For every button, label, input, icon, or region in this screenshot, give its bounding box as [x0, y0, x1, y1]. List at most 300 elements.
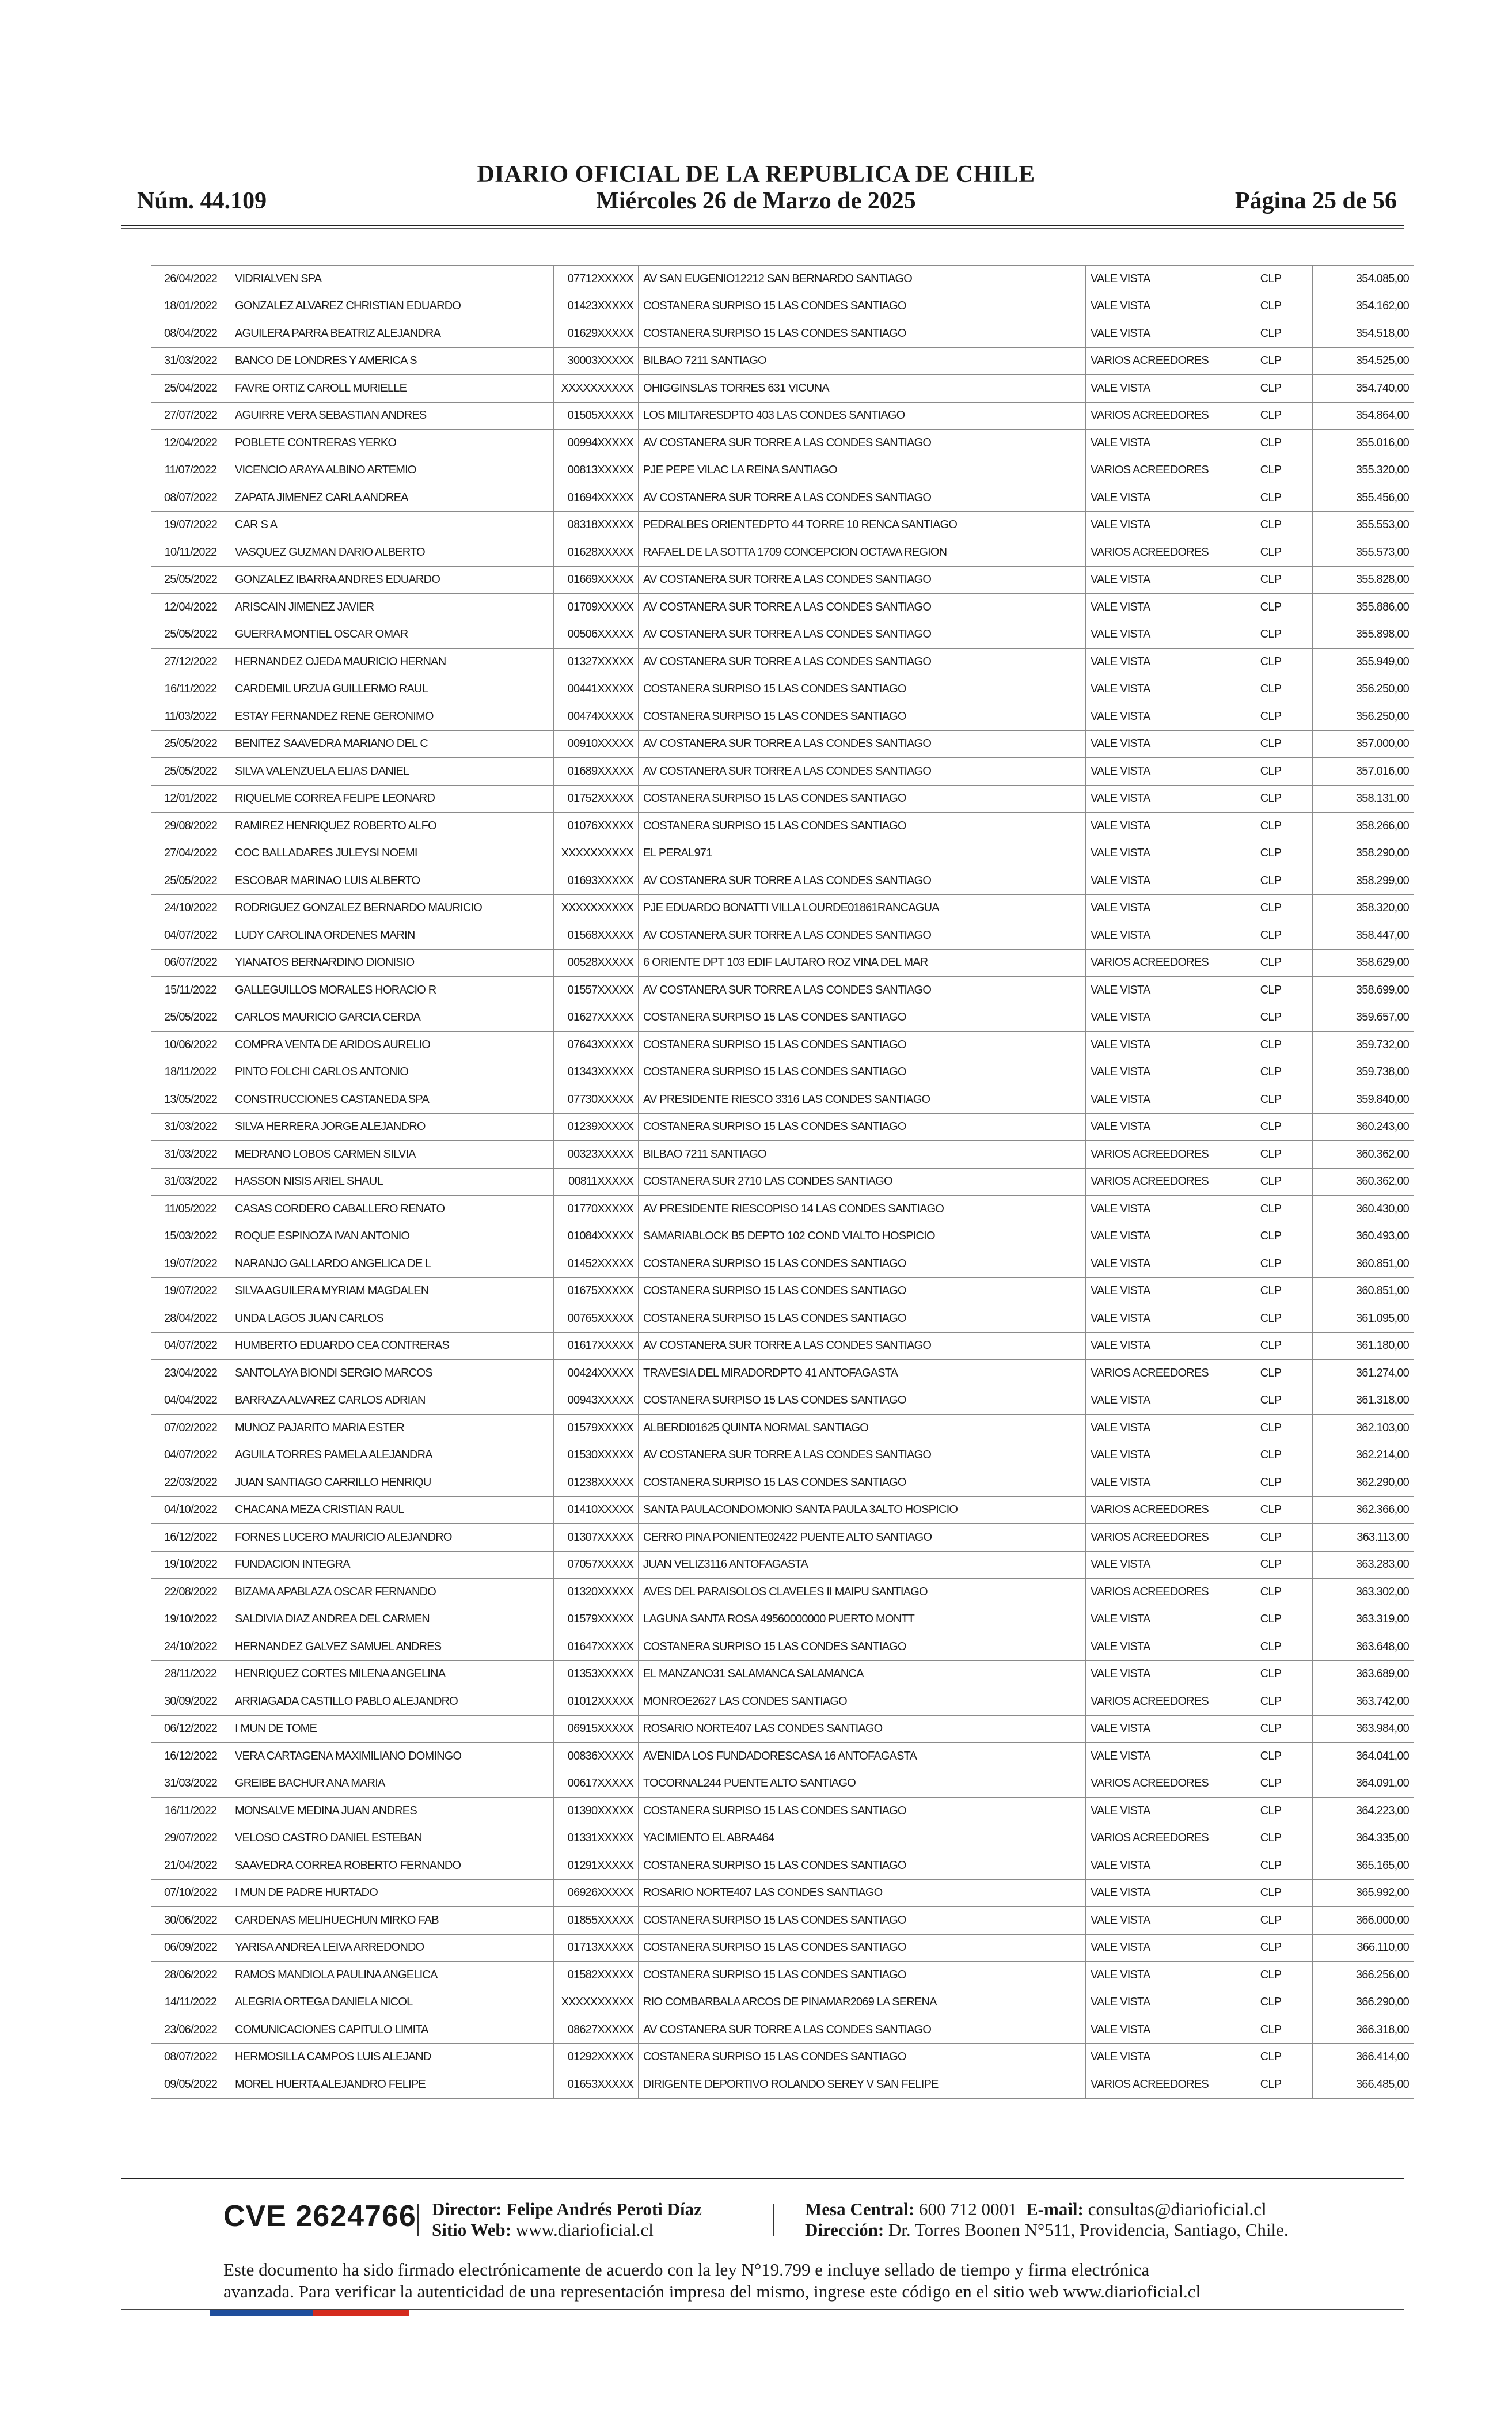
beneficiary-name-cell: SILVA AGUILERA MYRIAM MAGDALEN — [230, 1277, 554, 1305]
table-row — [151, 867, 1414, 895]
address-cell: PJE PEPE VILAC LA REINA SANTIAGO — [639, 457, 1086, 484]
currency-cell: CLP — [1229, 1962, 1313, 1989]
beneficiary-name-cell: FUNDACION INTEGRA — [230, 1551, 554, 1579]
amount-cell: 362.103,00 — [1313, 1415, 1414, 1442]
table-row — [151, 730, 1414, 758]
date-cell: 24/10/2022 — [151, 894, 230, 922]
table-row — [151, 1879, 1414, 1907]
beneficiary-name-cell: SILVA HERRERA JORGE ALEJANDRO — [230, 1113, 554, 1141]
currency-cell: CLP — [1229, 1606, 1313, 1633]
rut-cell: 01709XXXXX — [554, 594, 639, 621]
payment-type-cell: VALE VISTA — [1086, 1989, 1229, 2016]
rut-cell: 00528XXXXX — [554, 949, 639, 977]
address-cell: AV PRESIDENTE RIESCO 3316 LAS CONDES SANTIAGO — [639, 1086, 1086, 1114]
payment-type-cell: VARIOS ACREEDORES — [1086, 1141, 1229, 1169]
table-row — [151, 1606, 1414, 1633]
currency-cell: CLP — [1229, 1360, 1313, 1387]
payment-type-cell: VALE VISTA — [1086, 1743, 1229, 1770]
beneficiary-name-cell: YIANATOS BERNARDINO DIONISIO — [230, 949, 554, 977]
amount-cell: 355.320,00 — [1313, 457, 1414, 484]
beneficiary-name-cell: VERA CARTAGENA MAXIMILIANO DOMINGO — [230, 1743, 554, 1770]
amount-cell: 355.573,00 — [1313, 539, 1414, 567]
rut-cell: 06915XXXXX — [554, 1715, 639, 1743]
amount-cell: 363.319,00 — [1313, 1606, 1414, 1633]
rut-cell: 01353XXXXX — [554, 1660, 639, 1688]
payment-type-cell: VALE VISTA — [1086, 1606, 1229, 1633]
payment-type-cell: VARIOS ACREEDORES — [1086, 949, 1229, 977]
address-cell: 6 ORIENTE DPT 103 EDIF LAUTARO ROZ VINA DEL MAR — [639, 949, 1086, 977]
payment-type-cell: VALE VISTA — [1086, 1004, 1229, 1032]
address-cell: AV COSTANERA SUR TORRE A LAS CONDES SANTIAGO — [639, 730, 1086, 758]
table-row — [151, 1551, 1414, 1579]
payment-type-cell: VALE VISTA — [1086, 703, 1229, 731]
table-row — [151, 1168, 1414, 1196]
payment-type-cell: VARIOS ACREEDORES — [1086, 1770, 1229, 1798]
amount-cell: 355.886,00 — [1313, 594, 1414, 621]
currency-cell: CLP — [1229, 1469, 1313, 1497]
table-row — [151, 1825, 1414, 1852]
amount-cell: 354.162,00 — [1313, 293, 1414, 320]
rut-cell: 01582XXXXX — [554, 1962, 639, 1989]
date-cell: 30/09/2022 — [151, 1688, 230, 1716]
rut-cell: 01320XXXXX — [554, 1579, 639, 1606]
beneficiary-name-cell: ESTAY FERNANDEZ RENE GERONIMO — [230, 703, 554, 731]
amount-cell: 366.110,00 — [1313, 1934, 1414, 1962]
payment-type-cell: VALE VISTA — [1086, 1442, 1229, 1469]
address-cell: AVENIDA LOS FUNDADORESCASA 16 ANTOFAGASTA — [639, 1743, 1086, 1770]
rut-cell: 01617XXXXX — [554, 1332, 639, 1360]
rut-cell: 00811XXXXX — [554, 1168, 639, 1196]
currency-cell: CLP — [1229, 1250, 1313, 1278]
currency-cell: CLP — [1229, 1004, 1313, 1032]
date-cell: 08/07/2022 — [151, 484, 230, 512]
beneficiary-name-cell: I MUN DE TOME — [230, 1715, 554, 1743]
beneficiary-name-cell: COMPRA VENTA DE ARIDOS AURELIO — [230, 1032, 554, 1059]
beneficiary-name-cell: ALEGRIA ORTEGA DANIELA NICOL — [230, 1989, 554, 2016]
payment-type-cell: VALE VISTA — [1086, 511, 1229, 539]
website-link[interactable]: www.diarioficial.cl — [515, 2220, 654, 2240]
date-cell: 19/07/2022 — [151, 1277, 230, 1305]
beneficiary-name-cell: FORNES LUCERO MAURICIO ALEJANDRO — [230, 1524, 554, 1552]
website-label: Sitio Web: — [432, 2220, 512, 2240]
payment-type-cell: VALE VISTA — [1086, 1715, 1229, 1743]
date-cell: 08/07/2022 — [151, 2043, 230, 2071]
table-row — [151, 566, 1414, 594]
currency-cell: CLP — [1229, 1141, 1313, 1169]
table-row — [151, 1141, 1414, 1169]
address-cell: AVES DEL PARAISOLOS CLAVELES II MAIPU SANTIAGO — [639, 1579, 1086, 1606]
date-cell: 19/10/2022 — [151, 1551, 230, 1579]
table-row — [151, 1387, 1414, 1415]
currency-cell: CLP — [1229, 484, 1313, 512]
amount-cell: 355.016,00 — [1313, 430, 1414, 457]
amount-cell: 355.553,00 — [1313, 511, 1414, 539]
rut-cell: 01076XXXXX — [554, 813, 639, 840]
beneficiary-name-cell: ARISCAIN JIMENEZ JAVIER — [230, 594, 554, 621]
date-cell: 12/04/2022 — [151, 594, 230, 621]
currency-cell: CLP — [1229, 894, 1313, 922]
date-cell: 14/11/2022 — [151, 1989, 230, 2016]
currency-cell: CLP — [1229, 621, 1313, 649]
rut-cell: 00441XXXXX — [554, 676, 639, 703]
address-cell: PEDRALBES ORIENTEDPTO 44 TORRE 10 RENCA SANTIAGO — [639, 511, 1086, 539]
rut-cell: 01627XXXXX — [554, 1004, 639, 1032]
address-cell: AV COSTANERA SUR TORRE A LAS CONDES SANTIAGO — [639, 977, 1086, 1004]
address-cell: AV COSTANERA SUR TORRE A LAS CONDES SANTIAGO — [639, 566, 1086, 594]
rut-cell: 01669XXXXX — [554, 566, 639, 594]
table-row — [151, 2071, 1414, 2099]
date-cell: 22/08/2022 — [151, 1579, 230, 1606]
footer-separator — [417, 2204, 419, 2236]
beneficiary-name-cell: HERMOSILLA CAMPOS LUIS ALEJAND — [230, 2043, 554, 2071]
date-cell: 29/07/2022 — [151, 1825, 230, 1852]
address-cell: SANTA PAULACONDOMONIO SANTA PAULA 3ALTO HOSPICIO — [639, 1496, 1086, 1524]
date-cell: 25/05/2022 — [151, 758, 230, 786]
amount-cell: 354.518,00 — [1313, 320, 1414, 348]
address-cell: EL PERAL971 — [639, 840, 1086, 867]
table-row — [151, 813, 1414, 840]
date-cell: 16/12/2022 — [151, 1743, 230, 1770]
currency-cell: CLP — [1229, 2016, 1313, 2044]
date-cell: 04/04/2022 — [151, 1387, 230, 1415]
table-row — [151, 621, 1414, 649]
date-cell: 31/03/2022 — [151, 347, 230, 375]
amount-cell: 360.362,00 — [1313, 1168, 1414, 1196]
beneficiary-name-cell: CARDEMIL URZUA GUILLERMO RAUL — [230, 676, 554, 703]
currency-cell: CLP — [1229, 402, 1313, 430]
amount-cell: 358.290,00 — [1313, 840, 1414, 867]
payment-type-cell: VALE VISTA — [1086, 293, 1229, 320]
amount-cell: 363.648,00 — [1313, 1633, 1414, 1661]
address-cell: CERRO PINA PONIENTE02422 PUENTE ALTO SANTIAGO — [639, 1524, 1086, 1552]
address-cell: AV COSTANERA SUR TORRE A LAS CONDES SANTIAGO — [639, 1332, 1086, 1360]
payment-type-cell: VALE VISTA — [1086, 1059, 1229, 1086]
beneficiary-name-cell: HUMBERTO EDUARDO CEA CONTRERAS — [230, 1332, 554, 1360]
address-cell: COSTANERA SURPISO 15 LAS CONDES SANTIAGO — [639, 1059, 1086, 1086]
currency-cell: CLP — [1229, 1715, 1313, 1743]
rut-cell: 00617XXXXX — [554, 1770, 639, 1798]
beneficiary-name-cell: MUNOZ PAJARITO MARIA ESTER — [230, 1415, 554, 1442]
date-cell: 11/03/2022 — [151, 703, 230, 731]
payment-type-cell: VALE VISTA — [1086, 1250, 1229, 1278]
amount-cell: 361.095,00 — [1313, 1305, 1414, 1333]
amount-cell: 361.180,00 — [1313, 1332, 1414, 1360]
table-row — [151, 511, 1414, 539]
date-cell: 19/07/2022 — [151, 1250, 230, 1278]
date-cell: 26/04/2022 — [151, 266, 230, 293]
date-cell: 31/03/2022 — [151, 1770, 230, 1798]
amount-cell: 364.041,00 — [1313, 1743, 1414, 1770]
beneficiary-name-cell: BANCO DE LONDRES Y AMERICA S — [230, 347, 554, 375]
amount-cell: 363.113,00 — [1313, 1524, 1414, 1552]
amount-cell: 355.949,00 — [1313, 649, 1414, 676]
table-row — [151, 2043, 1414, 2071]
address-cell: AV COSTANERA SUR TORRE A LAS CONDES SANTIAGO — [639, 922, 1086, 950]
address-cell: COSTANERA SURPISO 15 LAS CONDES SANTIAGO — [639, 1798, 1086, 1825]
date-cell: 09/05/2022 — [151, 2071, 230, 2099]
currency-cell: CLP — [1229, 1934, 1313, 1962]
amount-cell: 358.131,00 — [1313, 785, 1414, 813]
date-cell: 15/11/2022 — [151, 977, 230, 1004]
rut-cell: 07730XXXXX — [554, 1086, 639, 1114]
beneficiary-name-cell: GONZALEZ IBARRA ANDRES EDUARDO — [230, 566, 554, 594]
amount-cell: 354.085,00 — [1313, 266, 1414, 293]
payment-type-cell: VALE VISTA — [1086, 566, 1229, 594]
rut-cell: 01327XXXXX — [554, 649, 639, 676]
payment-type-cell: VARIOS ACREEDORES — [1086, 1524, 1229, 1552]
table-row — [151, 457, 1414, 484]
amount-cell: 354.864,00 — [1313, 402, 1414, 430]
beneficiary-name-cell: CAR S A — [230, 511, 554, 539]
currency-cell: CLP — [1229, 1770, 1313, 1798]
address-cell: TRAVESIA DEL MIRADORDPTO 41 ANTOFAGASTA — [639, 1360, 1086, 1387]
rut-cell: 01629XXXXX — [554, 320, 639, 348]
date-cell: 08/04/2022 — [151, 320, 230, 348]
amount-cell: 361.318,00 — [1313, 1387, 1414, 1415]
beneficiary-name-cell: AGUIRRE VERA SEBASTIAN ANDRES — [230, 402, 554, 430]
mesa-phone: 600 712 0001 — [919, 2199, 1017, 2219]
legal-notice — [223, 2259, 1317, 2303]
address-label: Dirección: — [805, 2220, 884, 2240]
date-cell: 25/05/2022 — [151, 621, 230, 649]
amount-cell: 364.335,00 — [1313, 1825, 1414, 1852]
address-cell: AV COSTANERA SUR TORRE A LAS CONDES SANTIAGO — [639, 758, 1086, 786]
rut-cell: 01505XXXXX — [554, 402, 639, 430]
rut-cell: 08318XXXXX — [554, 511, 639, 539]
beneficiary-name-cell: HERNANDEZ OJEDA MAURICIO HERNAN — [230, 649, 554, 676]
table-row — [151, 375, 1414, 403]
beneficiary-name-cell: CARDENAS MELIHUECHUN MIRKO FAB — [230, 1907, 554, 1935]
rut-cell: 07712XXXXX — [554, 266, 639, 293]
address-cell: AV SAN EUGENIO12212 SAN BERNARDO SANTIAGO — [639, 266, 1086, 293]
payment-type-cell: VALE VISTA — [1086, 1551, 1229, 1579]
table-row — [151, 1196, 1414, 1223]
payment-type-cell: VALE VISTA — [1086, 1387, 1229, 1415]
date-cell: 31/03/2022 — [151, 1113, 230, 1141]
footer-divider — [121, 2178, 1404, 2179]
rut-cell: 01530XXXXX — [554, 1442, 639, 1469]
beneficiary-name-cell: VASQUEZ GUZMAN DARIO ALBERTO — [230, 539, 554, 567]
payment-type-cell: VALE VISTA — [1086, 813, 1229, 840]
payment-type-cell: VALE VISTA — [1086, 1934, 1229, 1962]
address-cell: COSTANERA SURPISO 15 LAS CONDES SANTIAGO — [639, 1469, 1086, 1497]
date-cell: 31/03/2022 — [151, 1168, 230, 1196]
table-row — [151, 676, 1414, 703]
mesa-label: Mesa Central: — [805, 2199, 915, 2219]
beneficiary-name-cell: BARRAZA ALVAREZ CARLOS ADRIAN — [230, 1387, 554, 1415]
rut-cell: 01557XXXXX — [554, 977, 639, 1004]
payment-type-cell: VALE VISTA — [1086, 1852, 1229, 1880]
payment-type-cell: VALE VISTA — [1086, 1879, 1229, 1907]
director-name: Felipe Andrés Peroti Díaz — [506, 2199, 702, 2219]
currency-cell: CLP — [1229, 375, 1313, 403]
rut-cell: 00323XXXXX — [554, 1141, 639, 1169]
date-cell: 19/10/2022 — [151, 1606, 230, 1633]
rut-cell: 01647XXXXX — [554, 1633, 639, 1661]
amount-cell: 363.742,00 — [1313, 1688, 1414, 1716]
payment-type-cell: VALE VISTA — [1086, 676, 1229, 703]
contact-block — [805, 2199, 1289, 2240]
payment-type-cell: VALE VISTA — [1086, 594, 1229, 621]
currency-cell: CLP — [1229, 1798, 1313, 1825]
amount-cell: 359.657,00 — [1313, 1004, 1414, 1032]
currency-cell: CLP — [1229, 266, 1313, 293]
table-row — [151, 1223, 1414, 1250]
currency-cell: CLP — [1229, 1332, 1313, 1360]
rut-cell: 00943XXXXX — [554, 1387, 639, 1415]
beneficiary-name-cell: PINTO FOLCHI CARLOS ANTONIO — [230, 1059, 554, 1086]
table-row — [151, 266, 1414, 293]
currency-cell: CLP — [1229, 457, 1313, 484]
date-cell: 27/07/2022 — [151, 402, 230, 430]
date-cell: 07/02/2022 — [151, 1415, 230, 1442]
date-cell: 30/06/2022 — [151, 1907, 230, 1935]
address-cell: LOS MILITARESDPTO 403 LAS CONDES SANTIAGO — [639, 402, 1086, 430]
date-cell: 31/03/2022 — [151, 1141, 230, 1169]
date-cell: 28/06/2022 — [151, 1962, 230, 1989]
address-cell: COSTANERA SURPISO 15 LAS CONDES SANTIAGO — [639, 1113, 1086, 1141]
rut-cell: 01410XXXXX — [554, 1496, 639, 1524]
rut-cell: 00813XXXXX — [554, 457, 639, 484]
rut-cell: XXXXXXXXXX — [554, 1989, 639, 2016]
date-cell: 11/07/2022 — [151, 457, 230, 484]
amount-cell: 366.414,00 — [1313, 2043, 1414, 2071]
payment-type-cell: VARIOS ACREEDORES — [1086, 539, 1229, 567]
currency-cell: CLP — [1229, 649, 1313, 676]
table-row — [151, 1907, 1414, 1935]
address-cell: AV COSTANERA SUR TORRE A LAS CONDES SANTIAGO — [639, 1442, 1086, 1469]
rut-cell: 01713XXXXX — [554, 1934, 639, 1962]
rut-cell: 01423XXXXX — [554, 293, 639, 320]
beneficiary-name-cell: LUDY CAROLINA ORDENES MARIN — [230, 922, 554, 950]
payment-type-cell: VALE VISTA — [1086, 1113, 1229, 1141]
address-cell: COSTANERA SURPISO 15 LAS CONDES SANTIAGO — [639, 785, 1086, 813]
address-cell: AV COSTANERA SUR TORRE A LAS CONDES SANTIAGO — [639, 594, 1086, 621]
address-cell: JUAN VELIZ3116 ANTOFAGASTA — [639, 1551, 1086, 1579]
currency-cell: CLP — [1229, 511, 1313, 539]
flag-stripe-red — [313, 2310, 409, 2316]
beneficiary-name-cell: YARISA ANDREA LEIVA ARREDONDO — [230, 1934, 554, 1962]
rut-cell: 01579XXXXX — [554, 1415, 639, 1442]
payment-type-cell: VALE VISTA — [1086, 649, 1229, 676]
payment-type-cell: VALE VISTA — [1086, 2043, 1229, 2071]
beneficiary-name-cell: HERNANDEZ GALVEZ SAMUEL ANDRES — [230, 1633, 554, 1661]
date-cell: 10/06/2022 — [151, 1032, 230, 1059]
payment-type-cell: VALE VISTA — [1086, 430, 1229, 457]
payment-type-cell: VALE VISTA — [1086, 1469, 1229, 1497]
table-row — [151, 1579, 1414, 1606]
currency-cell: CLP — [1229, 1989, 1313, 2016]
table-row — [151, 1004, 1414, 1032]
table-row — [151, 1059, 1414, 1086]
currency-cell: CLP — [1229, 1277, 1313, 1305]
payment-type-cell: VALE VISTA — [1086, 840, 1229, 867]
rut-cell: 01238XXXXX — [554, 1469, 639, 1497]
amount-cell: 360.493,00 — [1313, 1223, 1414, 1250]
currency-cell: CLP — [1229, 1633, 1313, 1661]
date-cell: 18/11/2022 — [151, 1059, 230, 1086]
date-cell: 24/10/2022 — [151, 1633, 230, 1661]
rut-cell: 01628XXXXX — [554, 539, 639, 567]
table-row — [151, 649, 1414, 676]
table-row — [151, 703, 1414, 731]
amount-cell: 358.299,00 — [1313, 867, 1414, 895]
rut-cell: 00506XXXXX — [554, 621, 639, 649]
beneficiary-name-cell: ZAPATA JIMENEZ CARLA ANDREA — [230, 484, 554, 512]
table-row — [151, 1660, 1414, 1688]
amount-cell: 365.165,00 — [1313, 1852, 1414, 1880]
table-row — [151, 430, 1414, 457]
records-table-body — [151, 266, 1414, 2099]
address-cell: ROSARIO NORTE407 LAS CONDES SANTIAGO — [639, 1715, 1086, 1743]
address-cell: AV COSTANERA SUR TORRE A LAS CONDES SANTIAGO — [639, 430, 1086, 457]
currency-cell: CLP — [1229, 1442, 1313, 1469]
currency-cell: CLP — [1229, 293, 1313, 320]
address-cell: COSTANERA SURPISO 15 LAS CONDES SANTIAGO — [639, 1032, 1086, 1059]
currency-cell: CLP — [1229, 813, 1313, 840]
address-cell: COSTANERA SURPISO 15 LAS CONDES SANTIAGO — [639, 1907, 1086, 1935]
rut-cell: 01012XXXXX — [554, 1688, 639, 1716]
beneficiary-name-cell: HENRIQUEZ CORTES MILENA ANGELINA — [230, 1660, 554, 1688]
rut-cell: 01653XXXXX — [554, 2071, 639, 2099]
rut-cell: 01689XXXXX — [554, 758, 639, 786]
address-cell: RAFAEL DE LA SOTTA 1709 CONCEPCION OCTAVA REGION — [639, 539, 1086, 567]
amount-cell: 354.740,00 — [1313, 375, 1414, 403]
table-row — [151, 1305, 1414, 1333]
beneficiary-name-cell: RIQUELME CORREA FELIPE LEONARD — [230, 785, 554, 813]
payment-type-cell: VARIOS ACREEDORES — [1086, 1579, 1229, 1606]
table-row — [151, 402, 1414, 430]
table-row — [151, 1989, 1414, 2016]
address-cell: COSTANERA SURPISO 15 LAS CONDES SANTIAGO — [639, 320, 1086, 348]
currency-cell: CLP — [1229, 1879, 1313, 1907]
address-cell: COSTANERA SURPISO 15 LAS CONDES SANTIAGO — [639, 1934, 1086, 1962]
date-cell: 22/03/2022 — [151, 1469, 230, 1497]
header-divider-thin — [121, 228, 1404, 229]
rut-cell: 06926XXXXX — [554, 1879, 639, 1907]
amount-cell: 360.851,00 — [1313, 1250, 1414, 1278]
beneficiary-name-cell: ESCOBAR MARINAO LUIS ALBERTO — [230, 867, 554, 895]
date-cell: 04/07/2022 — [151, 922, 230, 950]
payment-type-cell: VALE VISTA — [1086, 758, 1229, 786]
email-link[interactable]: consultas@diarioficial.cl — [1088, 2199, 1267, 2219]
amount-cell: 360.430,00 — [1313, 1196, 1414, 1223]
payment-type-cell: VARIOS ACREEDORES — [1086, 1688, 1229, 1716]
rut-cell: XXXXXXXXXX — [554, 840, 639, 867]
address-cell: COSTANERA SURPISO 15 LAS CONDES SANTIAGO — [639, 2043, 1086, 2071]
beneficiary-name-cell: GALLEGUILLOS MORALES HORACIO R — [230, 977, 554, 1004]
payment-type-cell: VARIOS ACREEDORES — [1086, 1825, 1229, 1852]
payment-type-cell: VALE VISTA — [1086, 375, 1229, 403]
currency-cell: CLP — [1229, 867, 1313, 895]
address-cell: COSTANERA SURPISO 15 LAS CONDES SANTIAGO — [639, 293, 1086, 320]
rut-cell: 01292XXXXX — [554, 2043, 639, 2071]
address-cell: YACIMIENTO EL ABRA464 — [639, 1825, 1086, 1852]
date-cell: 04/07/2022 — [151, 1332, 230, 1360]
table-row — [151, 539, 1414, 567]
table-row — [151, 1743, 1414, 1770]
beneficiary-name-cell: SAAVEDRA CORREA ROBERTO FERNANDO — [230, 1852, 554, 1880]
address-cell: AV COSTANERA SUR TORRE A LAS CONDES SANTIAGO — [639, 484, 1086, 512]
payment-type-cell: VALE VISTA — [1086, 1305, 1229, 1333]
beneficiary-name-cell: COMUNICACIONES CAPITULO LIMITA — [230, 2016, 554, 2044]
date-cell: 06/12/2022 — [151, 1715, 230, 1743]
currency-cell: CLP — [1229, 730, 1313, 758]
table-row — [151, 1852, 1414, 1880]
address-cell: COSTANERA SURPISO 15 LAS CONDES SANTIAGO — [639, 703, 1086, 731]
payment-type-cell: VARIOS ACREEDORES — [1086, 402, 1229, 430]
address-cell: TOCORNAL244 PUENTE ALTO SANTIAGO — [639, 1770, 1086, 1798]
